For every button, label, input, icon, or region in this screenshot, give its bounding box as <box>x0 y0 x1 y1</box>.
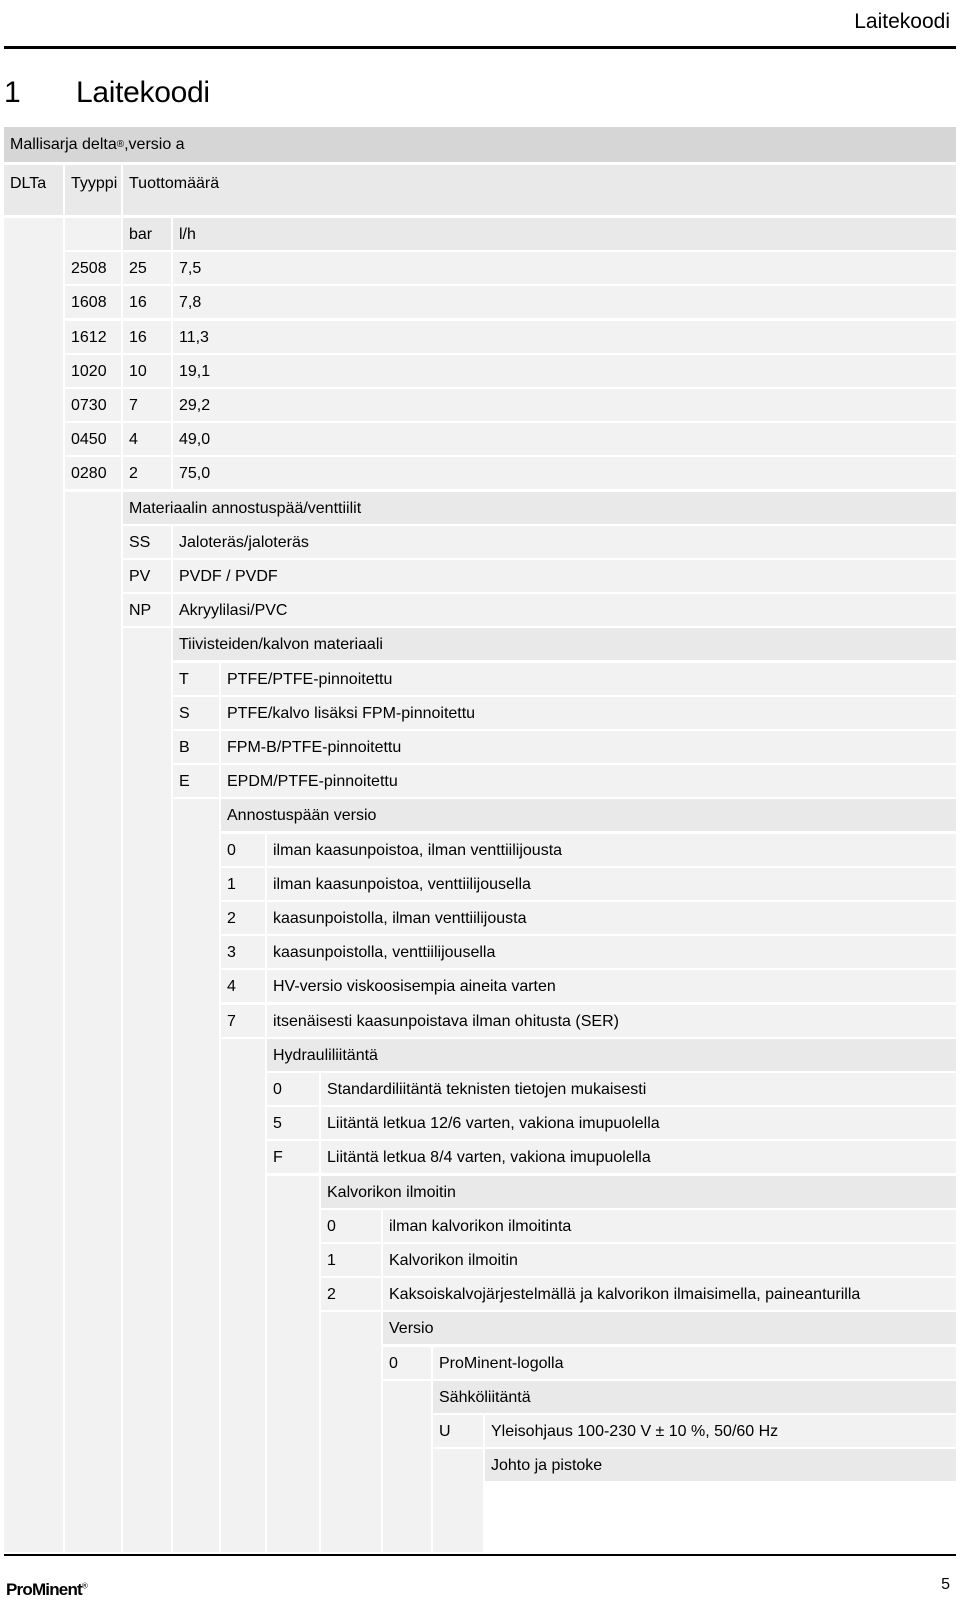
option-description: PTFE/PTFE-pinnoitettu <box>221 663 956 695</box>
type-flow: 7,8 <box>173 286 956 318</box>
option-description: Liitäntä letkua 8/4 varten, vakiona imupuolella <box>321 1141 956 1173</box>
option-description: ilman kaasunpoistoa, venttiilijousella <box>267 868 956 900</box>
option-code: 2 <box>321 1278 381 1310</box>
type-flow: 29,2 <box>173 389 956 421</box>
code-column-spacer <box>267 1176 319 1552</box>
option-description: kaasunpoistolla, ilman venttiilijousta <box>267 902 956 934</box>
section-heading <box>4 76 210 110</box>
option-code: SS <box>123 526 171 558</box>
option-code: 1 <box>321 1244 381 1276</box>
option-code: 0 <box>267 1073 319 1105</box>
option-description: itsenäisesti kaasunpoistava ilman ohitusta (SER) <box>267 1005 956 1037</box>
option-description: HV-versio viskoosisempia aineita varten <box>267 970 956 1002</box>
type-bar: 16 <box>123 286 171 318</box>
page-number: 5 <box>941 1576 950 1593</box>
unit-bar: bar <box>123 218 171 250</box>
type-column-spacer <box>65 492 121 1552</box>
option-code: PV <box>123 560 171 592</box>
footer-rule <box>4 1554 956 1556</box>
code-column-spacer <box>221 1039 265 1552</box>
option-code: 3 <box>221 936 265 968</box>
option-code: S <box>173 697 219 729</box>
option-description: kaasunpoistolla, venttiilijousella <box>267 936 956 968</box>
option-description: ilman kaasunpoistoa, ilman venttiilijousta <box>267 834 956 866</box>
type-code: 0280 <box>65 457 121 489</box>
code-column-spacer <box>383 1381 431 1552</box>
option-code: 0 <box>321 1210 381 1242</box>
group-header: Johto ja pistoke <box>485 1449 956 1481</box>
code-column-spacer <box>321 1312 381 1552</box>
header-rule <box>4 46 956 49</box>
group-header: Tiivisteiden/kalvon materiaali <box>173 628 956 660</box>
type-flow: 19,1 <box>173 355 956 387</box>
option-code: 0 <box>383 1347 431 1379</box>
option-description: PVDF / PVDF <box>173 560 956 592</box>
option-description: Akryylilasi/PVC <box>173 594 956 626</box>
type-flow: 7,5 <box>173 252 956 284</box>
option-code: 0 <box>221 834 265 866</box>
group-header: Kalvorikon ilmoitin <box>321 1176 956 1208</box>
option-code: 4 <box>221 970 265 1002</box>
option-description: Kalvorikon ilmoitin <box>383 1244 956 1276</box>
unit-lh: l/h <box>173 218 956 250</box>
code-column-spacer <box>123 628 171 1552</box>
group-header: Materiaalin annostuspää/venttiilit <box>123 492 956 524</box>
type-bar: 10 <box>123 355 171 387</box>
code-column-spacer <box>433 1449 483 1552</box>
option-code: E <box>173 765 219 797</box>
col-output: Tuottomäärä <box>123 165 956 215</box>
type-bar: 25 <box>123 252 171 284</box>
option-code: 2 <box>221 902 265 934</box>
series-header <box>4 127 956 162</box>
code-column-spacer <box>173 799 219 1552</box>
col-dlta: DLTa <box>4 165 63 215</box>
dlta-spacer <box>4 218 63 1552</box>
option-code: 5 <box>267 1107 319 1139</box>
registered-mark: ® <box>116 139 125 150</box>
option-description: FPM-B/PTFE-pinnoitettu <box>221 731 956 763</box>
option-description: EPDM/PTFE-pinnoitettu <box>221 765 956 797</box>
group-header: Annostuspään versio <box>221 799 956 831</box>
prominent-logo: ProMinent® <box>6 1580 88 1599</box>
series-version: ,versio a <box>124 136 185 153</box>
type-code: 2508 <box>65 252 121 284</box>
option-code: NP <box>123 594 171 626</box>
col-type: Tyyppi <box>65 165 121 215</box>
option-code: F <box>267 1141 319 1173</box>
type-code: 1612 <box>65 321 121 353</box>
option-description: PTFE/kalvo lisäksi FPM-pinnoitettu <box>221 697 956 729</box>
option-code: 1 <box>221 868 265 900</box>
type-bar: 7 <box>123 389 171 421</box>
group-header: Versio <box>383 1312 956 1344</box>
type-bar: 4 <box>123 423 171 455</box>
option-description: Liitäntä letkua 12/6 varten, vakiona imupuolella <box>321 1107 956 1139</box>
section-number: 1 <box>4 76 21 109</box>
option-code: U <box>433 1415 483 1447</box>
type-code: 1020 <box>65 355 121 387</box>
series-name: Mallisarja delta <box>10 136 117 153</box>
type-bar: 16 <box>123 321 171 353</box>
type-flow: 11,3 <box>173 321 956 353</box>
group-header: Sähköliitäntä <box>433 1381 956 1413</box>
running-header: Laitekoodi <box>854 10 950 33</box>
option-description: ProMinent-logolla <box>433 1347 956 1379</box>
option-description: Yleisohjaus 100-230 V ± 10 %, 50/60 Hz <box>485 1415 956 1447</box>
option-description: Standardiliitäntä teknisten tietojen mukaisesti <box>321 1073 956 1105</box>
option-code: B <box>173 731 219 763</box>
option-description: Jaloteräs/jaloteräs <box>173 526 956 558</box>
type-code: 1608 <box>65 286 121 318</box>
option-description: Kaksoiskalvojärjestelmällä ja kalvorikon ilmaisimella, paineanturilla <box>383 1278 956 1310</box>
option-code: T <box>173 663 219 695</box>
type-bar: 2 <box>123 457 171 489</box>
type-code: 0730 <box>65 389 121 421</box>
group-header: Hydrauliliitäntä <box>267 1039 956 1071</box>
option-description: ilman kalvorikon ilmoitinta <box>383 1210 956 1242</box>
section-title: Laitekoodi <box>76 76 210 109</box>
type-flow: 75,0 <box>173 457 956 489</box>
type-spacer <box>65 218 121 250</box>
option-code: 7 <box>221 1005 265 1037</box>
type-flow: 49,0 <box>173 423 956 455</box>
type-code: 0450 <box>65 423 121 455</box>
